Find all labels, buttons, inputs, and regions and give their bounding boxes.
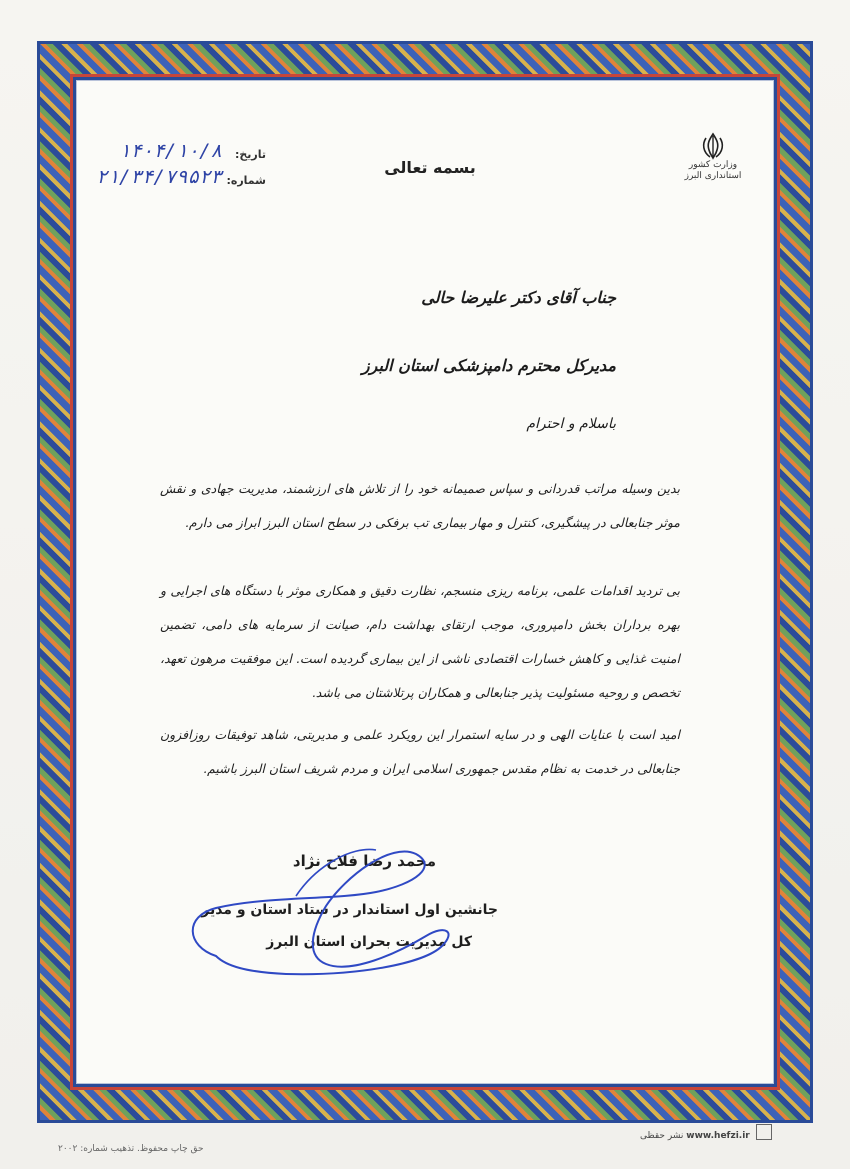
signer-title-line1: جانشین اول استاندار در ستاد استان و مدیر xyxy=(201,902,498,918)
footer-copyright: حق چاپ محفوظ. تذهیب شماره: ۲۰۰۲ xyxy=(58,1144,204,1154)
date-label: تاریخ: xyxy=(234,148,266,161)
emblem-line1: وزارت کشور xyxy=(688,160,738,170)
emblem-line2: استانداری البرز xyxy=(684,171,742,181)
letter-heading: بسمه تعالی xyxy=(384,158,476,177)
paragraph-3: امید است با عنایات الهی و در سایه استمرار این رویکرد علمی و مدیریتی، شاهد توفیقات روزافزون جنابعالی در خدمت به نظام مقدس جمهوری اسلامی ایران و مردم شریف استان البرز باشیم. xyxy=(160,727,680,776)
footer-publisher xyxy=(640,1131,750,1141)
date-row xyxy=(96,140,266,166)
date-value: ۱۴۰۴/۱۰/۸ xyxy=(119,140,222,162)
publisher-label: نشر حقظی xyxy=(640,1131,684,1141)
greeting: باسلام و احترام xyxy=(526,416,616,432)
iran-emblem-icon xyxy=(700,132,726,160)
signer-name: محمد رضا فلاح نژاد xyxy=(292,852,436,870)
number-label: شماره: xyxy=(226,174,266,187)
number-value: ۲۱/۳۴/۷۹۵۲۳ xyxy=(96,166,222,188)
publisher-url: www.hefzi.ir xyxy=(686,1131,750,1141)
paragraph-1: بدین وسیله مراتب قدردانی و سپاس صمیمانه خود را از تلاش های ارزشمند، مدیریت جهادی و نقش موثر جنابعالی در پیشگیری، کنترل و مهار بیماری تب برفکی در سطح استان البرز ابراز می دارم. xyxy=(160,481,680,530)
emblem xyxy=(668,132,758,196)
publisher-logo-icon xyxy=(756,1124,772,1140)
signature-scribble-icon xyxy=(176,836,476,986)
number-row xyxy=(96,166,266,192)
letter-meta xyxy=(96,140,266,192)
paragraph-2: بی تردید اقدامات علمی، برنامه ریزی منسجم، نظارت دقیق و همکاری موثر با دستگاه های اجرایی و بهره برداران بخش دامپروری، موجب ارتقای بهداشت دام، صیانت از سرمایه های دامی، تضمین امنیت غذایی و کاهش خسارات اقتصادی ناشی از این بیماری گردیده است. این موفقیت مرهون تعهد، تخصص و روحیه مسئولیت پذیر جنابعالی و همکاران پرتلاشتان می باشد. xyxy=(160,583,680,700)
signer-title-line2: کل مدیریت بحران استان البرز xyxy=(266,934,472,950)
addressee-title: مدیرکل محترم دامپزشکی استان البرز xyxy=(361,356,616,375)
addressee-name: جناب آقای دکتر علیرضا حالی xyxy=(421,288,616,307)
